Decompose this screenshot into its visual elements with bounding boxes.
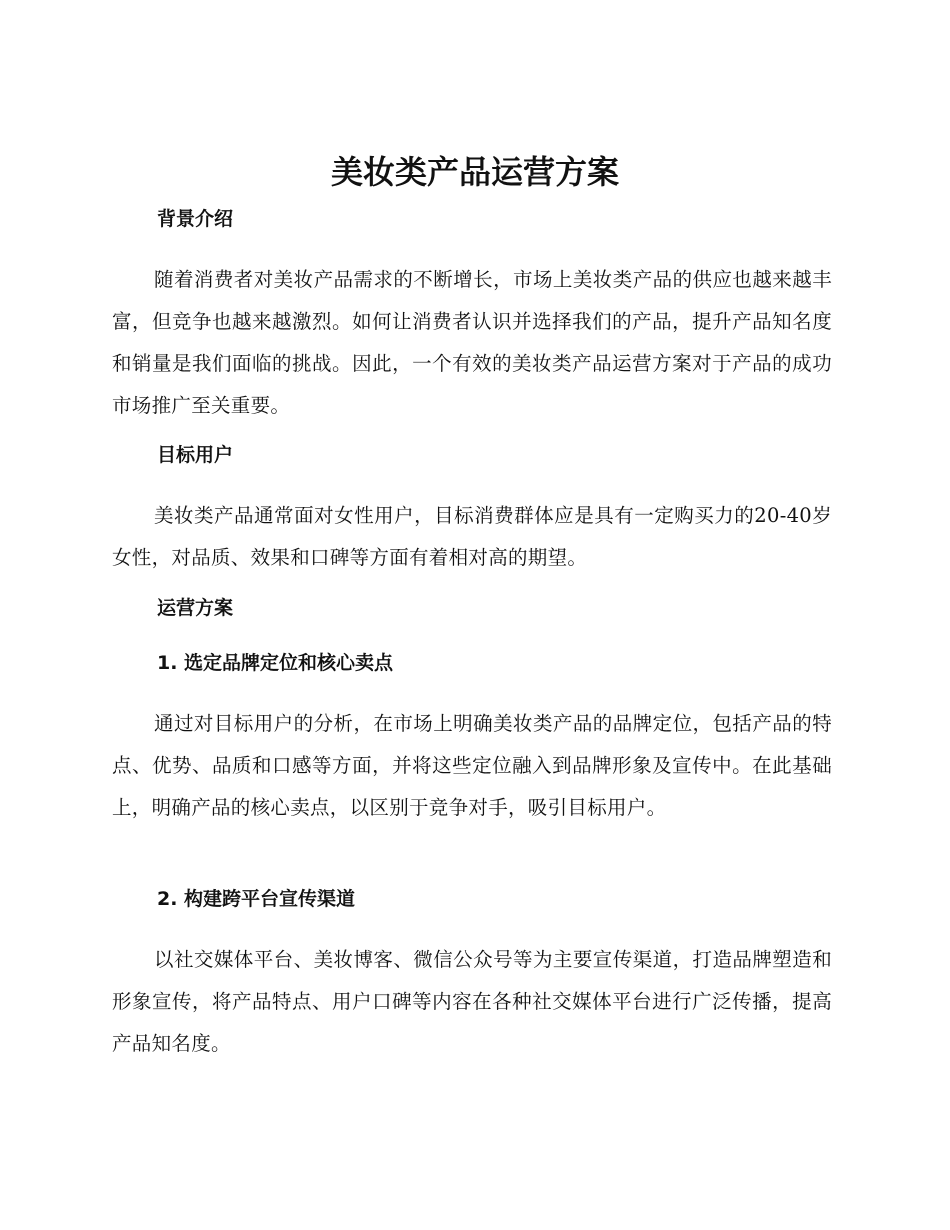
section-heading: 目标用户 — [157, 444, 234, 466]
section-paragraph: 美妆类产品通常面对女性用户，目标消费群体应是具有一定购买力的20-40岁女性，对品质、效果和口碑等方面有着相对高的期望。 — [112, 504, 832, 569]
section-brand-positioning — [112, 649, 832, 829]
section-background — [112, 205, 832, 427]
section-target-users — [112, 441, 832, 579]
document-title: 美妆类产品运营方案 — [330, 153, 619, 191]
section-heading: 背景介绍 — [157, 208, 234, 230]
section-operation-plan — [112, 594, 832, 622]
section-promotion-channels — [112, 885, 832, 1065]
section-heading: 2. 构建跨平台宣传渠道 — [157, 888, 356, 910]
section-paragraph: 以社交媒体平台、美妆博客、微信公众号等为主要宣传渠道，打造品牌塑造和形象宣传，将产品特点、用户口碑等内容在各种社交媒体平台进行广泛传播，提高产品知名度。 — [112, 948, 832, 1055]
section-paragraph: 通过对目标用户的分析，在市场上明确美妆类产品的品牌定位，包括产品的特点、优势、品质和口感等方面，并将这些定位融入到品牌形象及宣传中。在此基础上，明确产品的核心卖点，以区别于竞争对手，吸引目标用户。 — [112, 712, 832, 819]
section-paragraph: 随着消费者对美妆产品需求的不断增长，市场上美妆类产品的供应也越来越丰富，但竞争也越来越激烈。如何让消费者认识并选择我们的产品，提升产品知名度和销量是我们面临的挑战。因此，一个有效的美妆类产品运营方案对于产品的成功市场推广至关重要。 — [112, 268, 832, 417]
section-heading: 运营方案 — [157, 597, 234, 619]
section-heading: 1. 选定品牌定位和核心卖点 — [157, 652, 394, 674]
